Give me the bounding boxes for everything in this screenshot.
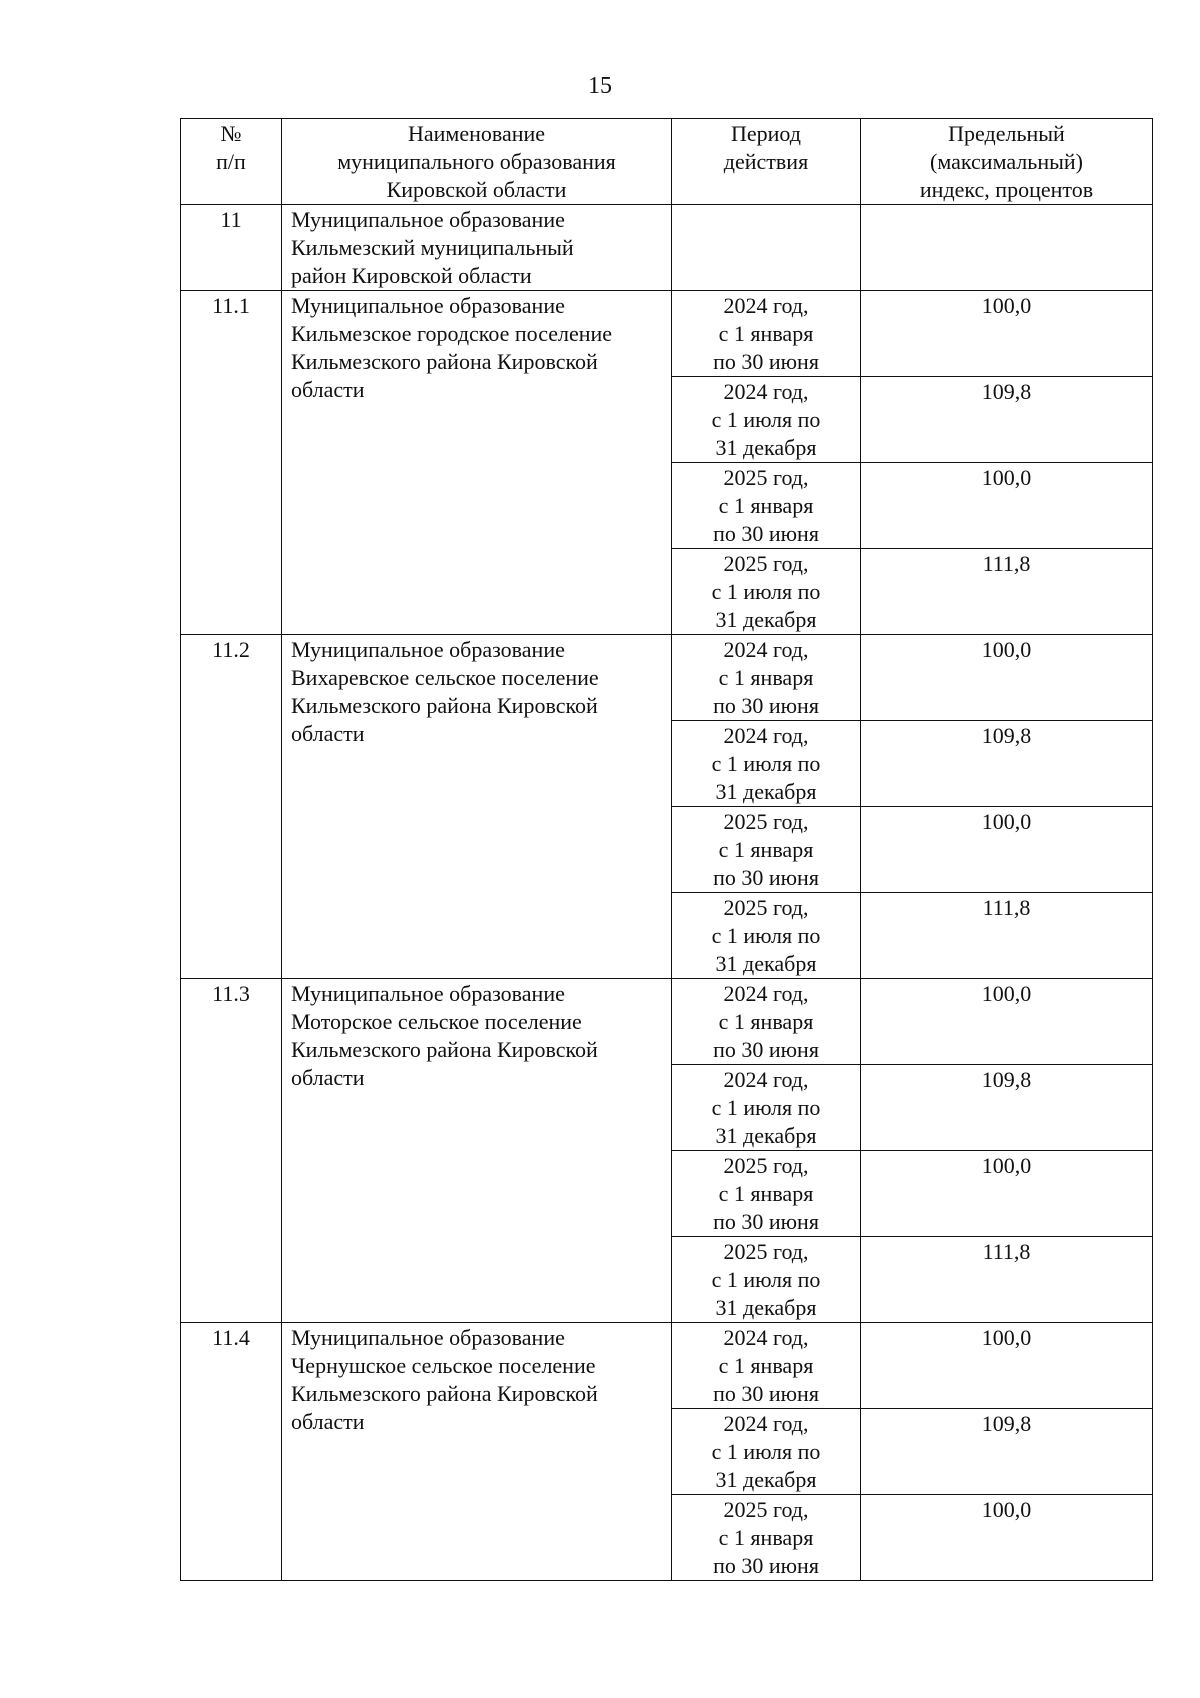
index-cell: 100,0 bbox=[861, 1495, 1153, 1581]
period-cell: 2025 год, с 1 июля по 31 декабря bbox=[672, 549, 861, 635]
row-number: 11.2 bbox=[181, 635, 282, 979]
header-number: № п/п bbox=[181, 119, 282, 205]
period-cell: 2025 год, с 1 января по 30 июня bbox=[672, 1151, 861, 1237]
index-cell: 111,8 bbox=[861, 893, 1153, 979]
row-number: 11.3 bbox=[181, 979, 282, 1323]
row-number: 11 bbox=[181, 205, 282, 291]
index-cell: 109,8 bbox=[861, 1065, 1153, 1151]
table-row bbox=[181, 291, 1153, 377]
tariff-index-table bbox=[180, 118, 1153, 1581]
period-cell: 2024 год, с 1 января по 30 июня bbox=[672, 979, 861, 1065]
index-cell: 100,0 bbox=[861, 807, 1153, 893]
header-municipality-name: Наименование муниципального образования Кировской области bbox=[282, 119, 672, 205]
index-cell: 100,0 bbox=[861, 1323, 1153, 1409]
period-cell: 2024 год, с 1 января по 30 июня bbox=[672, 291, 861, 377]
period-cell: 2024 год, с 1 июля по 31 декабря bbox=[672, 1065, 861, 1151]
index-cell: 109,8 bbox=[861, 721, 1153, 807]
period-cell: 2024 год, с 1 июля по 31 декабря bbox=[672, 377, 861, 463]
period-cell: 2025 год, с 1 июля по 31 декабря bbox=[672, 1237, 861, 1323]
table-row bbox=[181, 1323, 1153, 1409]
period-cell: 2025 год, с 1 июля по 31 декабря bbox=[672, 893, 861, 979]
header-period: Период действия bbox=[672, 119, 861, 205]
period-cell-empty bbox=[672, 205, 861, 291]
municipality-name: Муниципальное образование Кильмезское городское поселение Кильмезского района Кировской области bbox=[282, 291, 672, 635]
index-cell-empty bbox=[861, 205, 1153, 291]
header-max-index: Предельный (максимальный) индекс, процентов bbox=[861, 119, 1153, 205]
municipality-name: Муниципальное образование Моторское сельское поселение Кильмезского района Кировской области bbox=[282, 979, 672, 1323]
period-cell: 2024 год, с 1 июля по 31 декабря bbox=[672, 1409, 861, 1495]
index-cell: 111,8 bbox=[861, 549, 1153, 635]
district-row bbox=[181, 205, 1153, 291]
table-body bbox=[181, 205, 1153, 1581]
index-cell: 100,0 bbox=[861, 1151, 1153, 1237]
municipality-name: Муниципальное образование Кильмезский муниципальный район Кировской области bbox=[282, 205, 672, 291]
row-number: 11.1 bbox=[181, 291, 282, 635]
period-cell: 2025 год, с 1 января по 30 июня bbox=[672, 807, 861, 893]
index-cell: 100,0 bbox=[861, 291, 1153, 377]
index-cell: 109,8 bbox=[861, 377, 1153, 463]
table-row bbox=[181, 635, 1153, 721]
table-row bbox=[181, 979, 1153, 1065]
index-cell: 100,0 bbox=[861, 463, 1153, 549]
municipality-name: Муниципальное образование Вихаревское сельское поселение Кильмезского района Кировской области bbox=[282, 635, 672, 979]
period-cell: 2024 год, с 1 января по 30 июня bbox=[672, 1323, 861, 1409]
period-cell: 2025 год, с 1 января по 30 июня bbox=[672, 1495, 861, 1581]
index-cell: 100,0 bbox=[861, 979, 1153, 1065]
municipality-name: Муниципальное образование Чернушское сельское поселение Кильмезского района Кировской области bbox=[282, 1323, 672, 1581]
row-number: 11.4 bbox=[181, 1323, 282, 1581]
period-cell: 2025 год, с 1 января по 30 июня bbox=[672, 463, 861, 549]
page-number: 15 bbox=[588, 73, 612, 99]
index-cell: 111,8 bbox=[861, 1237, 1153, 1323]
index-cell: 100,0 bbox=[861, 635, 1153, 721]
table-header-row bbox=[181, 119, 1153, 205]
period-cell: 2024 год, с 1 июля по 31 декабря bbox=[672, 721, 861, 807]
index-cell: 109,8 bbox=[861, 1409, 1153, 1495]
period-cell: 2024 год, с 1 января по 30 июня bbox=[672, 635, 861, 721]
